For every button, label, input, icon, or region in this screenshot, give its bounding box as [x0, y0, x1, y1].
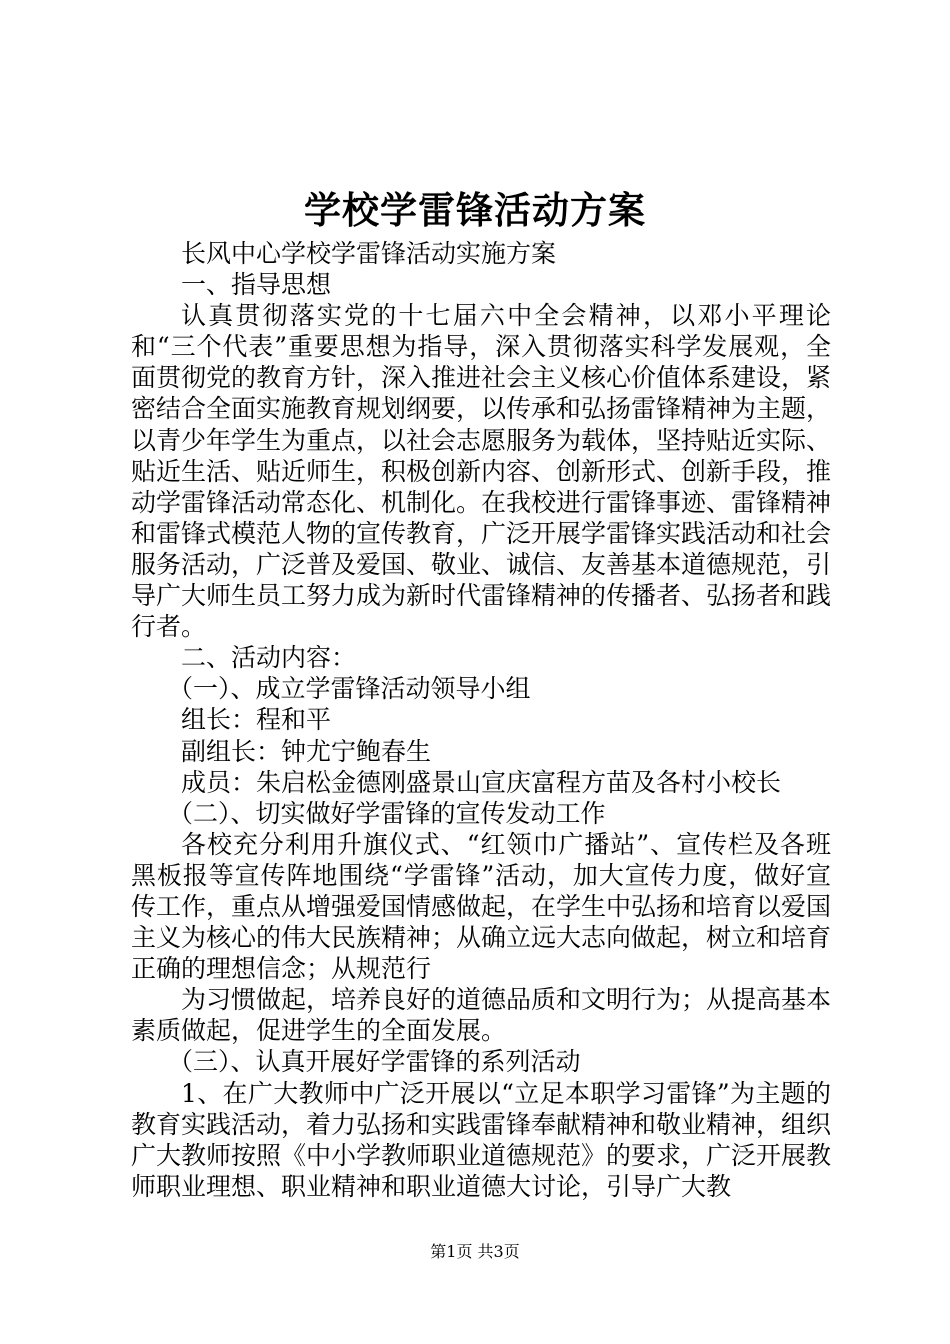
body-paragraph: 1、在广大教师中广泛开展以“立足本职学习雷锋”为主题的教育实践活动，着力弘扬和实践雷锋奉献精神和敬业精神，组织广大教师按照《中小学教师职业道德规范》的要求，广泛开展教师职业理想、职业精神和职业道德大讨论，引导广大教 — [131, 1078, 832, 1201]
body-paragraph: 认真贯彻落实党的十七届六中全会精神，以邓小平理论和“三个代表”重要思想为指导，深入贯彻落实科学发展观，全面贯彻党的教育方针，深入推进社会主义核心价值体系建设，紧密结合全面实施教育规划纲要，以传承和弘扬雷锋精神为主题，以青少年学生为重点，以社会志愿服务为载体，坚持贴近实际、贴近生活、贴近师生，积极创新内容、创新形式、创新手段，推动学雷锋活动常态化、机制化。在我校进行雷锋事迹、雷锋精神和雷锋式模范人物的宣传教育，广泛开展学雷锋实践活动和社会服务活动，广泛普及爱国、敬业、诚信、友善基本道德规范，引导广大师生员工努力成为新时代雷锋精神的传播者、弘扬者和践行者。 — [131, 301, 832, 642]
section-heading-activities: 二、活动内容： — [181, 643, 357, 673]
subsection-heading-series-activities: （三）、认真开展好学雷锋的系列活动 — [168, 1047, 581, 1077]
document-body — [131, 238, 831, 1202]
members-line: 成员：朱启松金德刚盛景山宣庆富程方苗及各村小校长 — [181, 767, 782, 797]
subsection-heading-publicity: （二）、切实做好学雷锋的宣传发动工作 — [168, 798, 606, 828]
page-footer: 第1页 共3页 — [430, 1242, 520, 1261]
body-paragraph: 为习惯做起，培养良好的道德品质和文明行为；从提高基本素质做起，促进学生的全面发展。 — [131, 985, 832, 1046]
document-title: 学校学雷锋活动方案 — [304, 188, 646, 232]
deputy-leader-line: 副组长：钟尤宁鲍春生 — [181, 736, 432, 766]
subtitle-paragraph: 长风中心学校学雷锋活动实施方案 — [181, 239, 557, 268]
subsection-heading-leadership: （一）、成立学雷锋活动领导小组 — [168, 674, 531, 704]
section-heading-guiding-thought: 一、指导思想 — [181, 270, 332, 300]
leader-line: 组长：程和平 — [181, 705, 332, 735]
body-paragraph: 各校充分利用升旗仪式、“红领巾广播站”、宣传栏及各班黑板报等宣传阵地围绕“学雷锋”活动，加大宣传力度，做好宣传工作，重点从增强爱国情感做起，在学生中弘扬和培育以爱国主义为核心的伟大民族精神；从确立远大志向做起，树立和培育正确的理想信念；从规范行 — [131, 829, 832, 984]
